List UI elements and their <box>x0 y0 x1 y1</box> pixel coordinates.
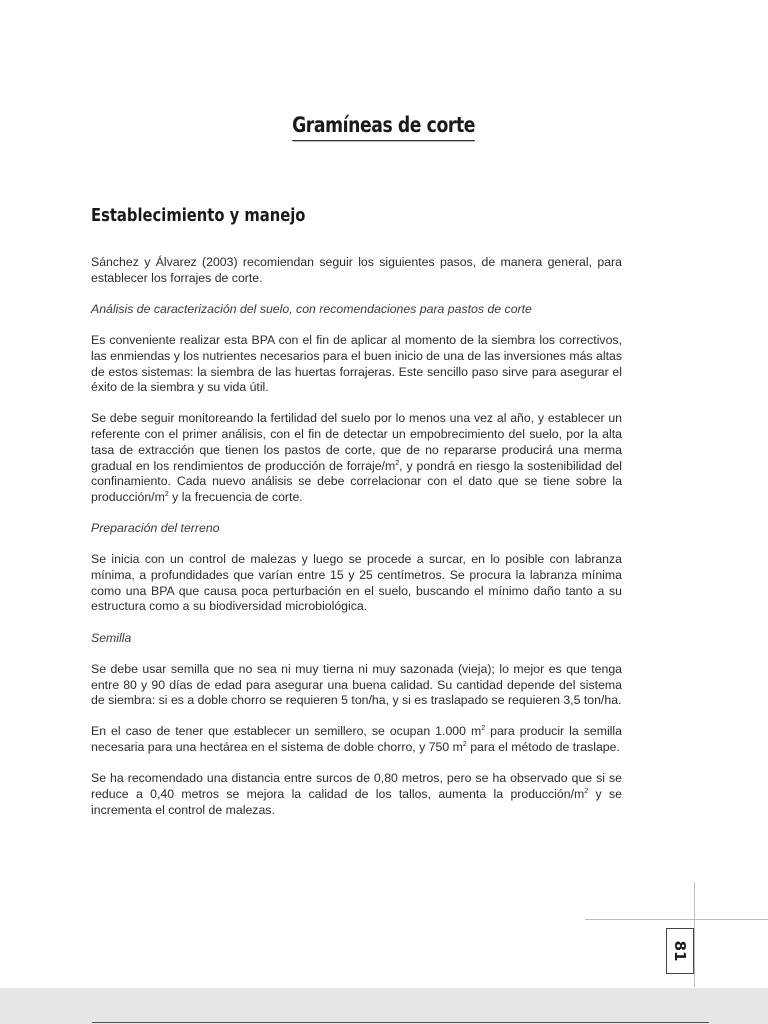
superscript: 2 <box>395 459 400 467</box>
text-fragment: En el caso de tener que establecer un semillero, se ocupan 1.000 m <box>91 724 482 739</box>
page-title: Gramíneas de corte <box>293 113 476 141</box>
page-number-rule <box>694 882 695 987</box>
subheading-soil-analysis: Análisis de caracterización del suelo, con recomendaciones para pastos de corte <box>91 301 532 316</box>
next-page-edge <box>92 1022 709 1023</box>
text-fragment: , y pondrá en riesgo la sostenibilidad del confinamiento. Cada nuevo análisis se debe correlacionar con el dato que se tiene sobre la producción/m <box>91 458 623 504</box>
text-fragment: para producir la semilla necesaria para una hectárea en el sistema de doble chorro, y 750 m <box>91 724 622 755</box>
paragraph-fertility <box>91 411 622 505</box>
page-number-box <box>666 928 694 974</box>
title-block <box>0 113 768 141</box>
paragraph-row-spacing <box>91 771 622 818</box>
text-fragment: y se incrementa el control de malezas. <box>91 787 622 817</box>
superscript: 2 <box>584 788 589 796</box>
text-fragment: Se ha recomendado una distancia entre surcos de 0,80 metros, pero se ha observado que si se reduce a 0,40 metros se mejora la calidad de los tallos, aumenta la producción/m <box>91 771 622 802</box>
superscript: 2 <box>481 725 486 733</box>
paragraph-bpa: Es conveniente realizar esta BPA con el fin de aplicar al momento de la siembra los correctivos, las enmiendas y los nutrientes necesarios para el buen inicio de una de las inversiones más altas de estos sistemas: la siembra de las huertas forrajeras. Este sencillo paso sirve para asegurar el éxito de la siembra y su vida útil. <box>91 333 622 395</box>
paragraph-seed: Se debe usar semilla que no sea ni muy tierna ni muy sazonada (vieja); lo mejor es que tenga entre 80 y 90 días de edad para asegurar una buena calidad. Su cantidad depende del sistema de siembra: si es a doble chorro se requieren 5 ton/ha, y si es traslapado se requieren 3,5 ton/ha. <box>91 661 622 708</box>
superscript: 2 <box>164 490 169 498</box>
subheading-seed: Semilla <box>91 630 132 645</box>
page-number-divider <box>585 919 768 920</box>
text-fragment: Se debe seguir monitoreando la fertilidad del suelo por lo menos una vez al año, y establecer un referente con el primer análisis, con el fin de detectar un empobrecimiento del suelo, por la alta tasa de extracción que tienen los pastos de corte, que de no repararse producirá una merma gradual en los rendimientos de producción de forraje/m <box>91 411 622 473</box>
paragraph-tillage: Se inicia con un control de malezas y luego se procede a surcar, en lo posible con labranza mínima, a profundidades que varían entre 15 y 25 centímetros. Se procura la labranza mínima como una BPA que causa poca perturbación en el suelo, buscando el mínimo daño tanto a su estructura como a su biodiversidad microbiológica. <box>91 552 622 614</box>
body-text <box>91 255 622 834</box>
page-number: 81 <box>671 940 689 962</box>
superscript: 2 <box>462 741 467 749</box>
text-fragment: para el método de traslape. <box>466 740 620 755</box>
subheading-land-preparation: Preparación del terreno <box>91 521 220 536</box>
text-fragment: y la frecuencia de corte. <box>168 489 303 504</box>
intro-paragraph: Sánchez y Álvarez (2003) recomiendan seguir los siguientes pasos, de manera general, para establecer los forrajes de corte. <box>91 255 622 285</box>
paragraph-seedbed <box>91 724 622 755</box>
viewer-background <box>0 988 768 1024</box>
section-heading: Establecimiento y manejo <box>91 205 306 226</box>
